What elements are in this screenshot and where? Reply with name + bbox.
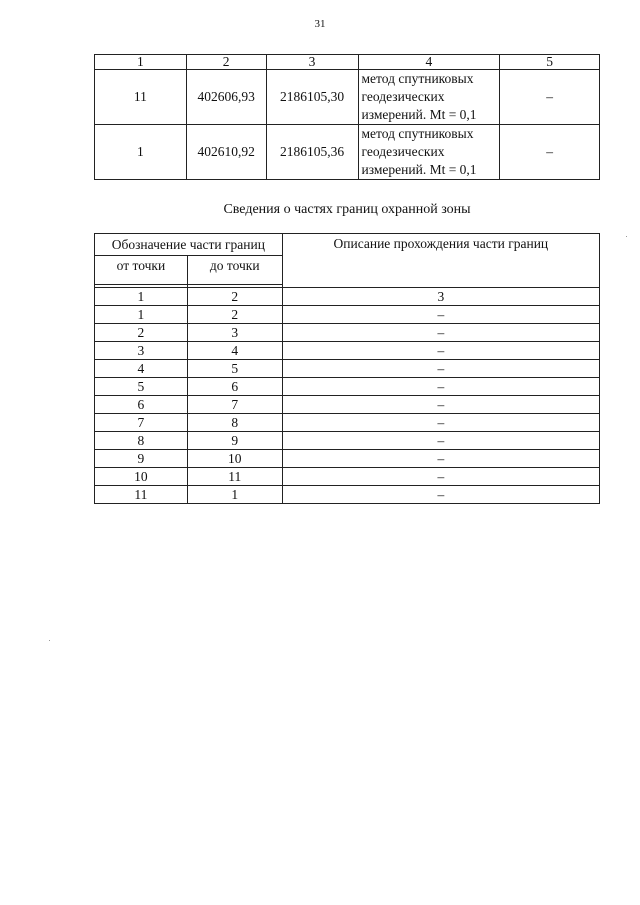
method-text-line: измерений. Mt = 0,1 — [361, 162, 477, 177]
table-row — [95, 288, 600, 306]
description-header: Описание прохождения части границ — [282, 234, 599, 288]
table-row — [95, 306, 600, 324]
boundary-parts-table — [94, 233, 600, 504]
table-row — [95, 432, 600, 450]
to-point-cell: 1 — [187, 486, 282, 504]
description-cell: – — [282, 450, 599, 468]
column-number-header: 5 — [500, 55, 600, 70]
to-point-cell: 5 — [187, 360, 282, 378]
description-cell: 3 — [282, 288, 599, 306]
from-point-cell: 8 — [95, 432, 188, 450]
method-text-line: метод спутниковых — [361, 126, 474, 141]
to-point-cell: 11 — [187, 468, 282, 486]
column-number-header: 3 — [266, 55, 358, 70]
description-cell: – — [282, 324, 599, 342]
page-number: 31 — [314, 18, 326, 30]
table-row — [95, 342, 600, 360]
from-point-cell: 1 — [95, 288, 188, 306]
description-cell: – — [282, 432, 599, 450]
section-title: Сведения о частях границ охранной зоны — [223, 202, 471, 217]
from-point-header: от точки — [95, 256, 188, 285]
description-cell: – — [282, 396, 599, 414]
from-point-cell: 3 — [95, 342, 188, 360]
scan-speck — [626, 236, 627, 237]
to-point-cell: 3 — [187, 324, 282, 342]
to-point-cell: 2 — [187, 306, 282, 324]
coordinates-table — [94, 54, 600, 180]
description-cell: – — [282, 468, 599, 486]
note-cell: – — [500, 70, 600, 125]
boundary-parts-header-row — [95, 234, 600, 256]
y-coordinate-cell: 2186105,36 — [266, 125, 358, 180]
from-point-cell: 1 — [95, 306, 188, 324]
description-cell: – — [282, 378, 599, 396]
from-point-cell: 11 — [95, 486, 188, 504]
table-row — [95, 125, 600, 180]
from-point-cell: 7 — [95, 414, 188, 432]
from-point-cell: 2 — [95, 324, 188, 342]
description-cell: – — [282, 414, 599, 432]
column-number-header: 4 — [358, 55, 500, 70]
column-number-header: 1 — [95, 55, 187, 70]
table-row — [95, 468, 600, 486]
to-point-cell: 6 — [187, 378, 282, 396]
table-row — [95, 324, 600, 342]
to-point-cell: 8 — [187, 414, 282, 432]
method-cell — [358, 70, 500, 125]
description-cell: – — [282, 306, 599, 324]
y-coordinate-cell: 2186105,30 — [266, 70, 358, 125]
point-number-cell: 11 — [95, 70, 187, 125]
method-text-line: геодезических — [361, 144, 445, 159]
table-row — [95, 70, 600, 125]
table-row — [95, 450, 600, 468]
to-point-cell: 2 — [187, 288, 282, 306]
coordinates-table-header-row — [95, 55, 600, 70]
description-cell: – — [282, 360, 599, 378]
description-cell: – — [282, 486, 599, 504]
method-text-line: метод спутниковых — [361, 71, 474, 86]
point-number-cell: 1 — [95, 125, 187, 180]
part-designation-header: Обозначение части границ — [95, 234, 283, 256]
table-row — [95, 414, 600, 432]
scan-speck — [49, 640, 50, 641]
table-row — [95, 396, 600, 414]
from-point-cell: 6 — [95, 396, 188, 414]
method-text-line: измерений. Mt = 0,1 — [361, 107, 477, 122]
table-row — [95, 378, 600, 396]
from-point-cell: 5 — [95, 378, 188, 396]
to-point-cell: 7 — [187, 396, 282, 414]
from-point-cell: 9 — [95, 450, 188, 468]
from-point-cell: 10 — [95, 468, 188, 486]
x-coordinate-cell: 402606,93 — [186, 70, 266, 125]
to-point-cell: 10 — [187, 450, 282, 468]
method-cell — [358, 125, 500, 180]
table-row — [95, 360, 600, 378]
description-cell: – — [282, 342, 599, 360]
to-point-header: до точки — [187, 256, 282, 285]
table-row — [95, 486, 600, 504]
from-point-cell: 4 — [95, 360, 188, 378]
method-text-line: геодезических — [361, 89, 445, 104]
to-point-cell: 9 — [187, 432, 282, 450]
column-number-header: 2 — [186, 55, 266, 70]
note-cell: – — [500, 125, 600, 180]
x-coordinate-cell: 402610,92 — [186, 125, 266, 180]
to-point-cell: 4 — [187, 342, 282, 360]
